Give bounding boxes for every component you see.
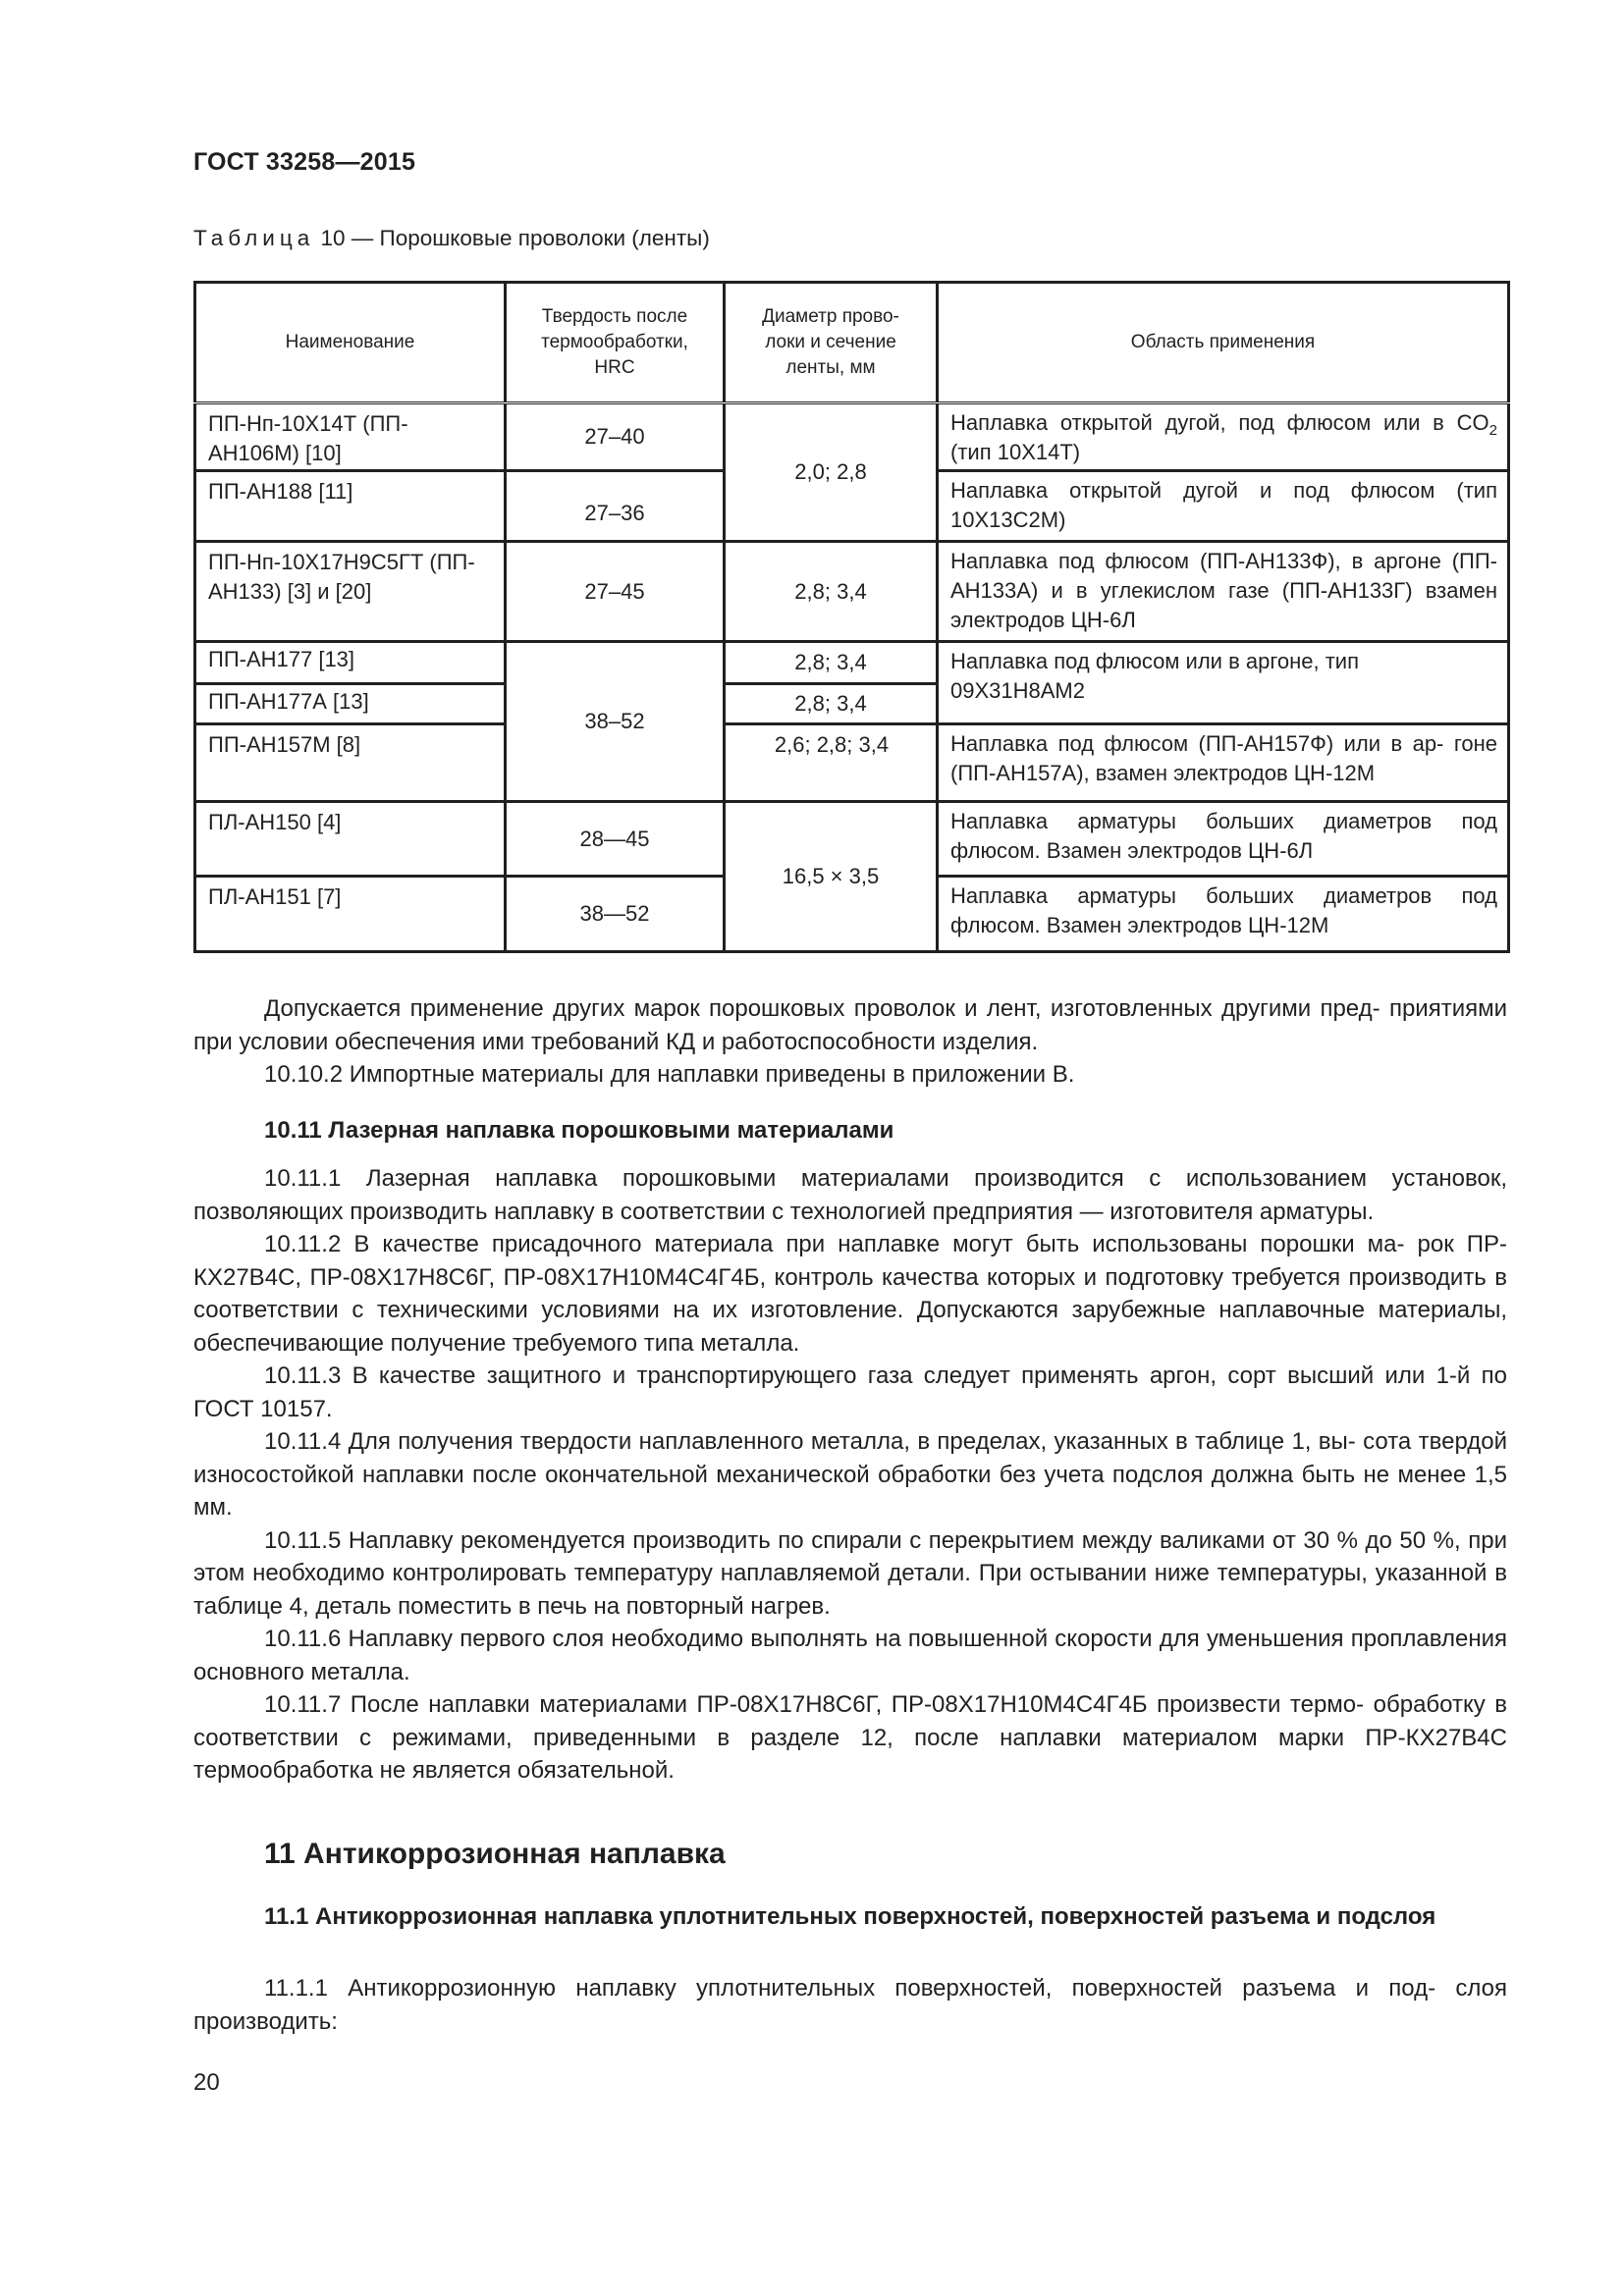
column-header-hardness: Твердость после термообработки, HRC bbox=[506, 283, 725, 403]
paragraph-10-11-7: 10.11.7 После наплавки материалами ПР-08Х17Н8С6Г, ПР-08Х17Н10М4С4Г4Б произвести термо- обработку в соответствии с режимами, приведенными в разделе 12, после наплавки материалом марки ПР-КХ27В4С термообработка не является обязательной. bbox=[193, 1691, 1507, 1784]
paragraph-10-11-4: 10.11.4 Для получения твердости наплавленного металла, в пределах, указанных в таблице 1, вы- сота твердой износостойкой наплавки после окончательной механической обработки без учета подслоя должна быть не менее 1,5 мм. bbox=[193, 1428, 1507, 1521]
column-header-name: Наименование bbox=[195, 283, 506, 403]
cell-application: Наплавка открытой дугой, под флюсом или в $CO_2$ (тип 10Х14Т) bbox=[938, 403, 1509, 471]
body-text-block-3 bbox=[193, 1972, 1507, 2038]
paragraph-10-11-3: 10.11.3 В качестве защитного и транспортирующего газа следует применять аргон, сорт высший или 1-й по ГОСТ 10157. bbox=[193, 1362, 1507, 1422]
cell-hardness: 27–45 bbox=[506, 542, 725, 642]
table-row bbox=[195, 724, 1509, 802]
column-header-diameter: Диаметр прово- локи и сечение ленты, мм bbox=[725, 283, 938, 403]
body-text-block-1 bbox=[193, 992, 1507, 1092]
powder-wire-table bbox=[193, 281, 1510, 953]
section-11-1-heading: 11.1 Антикоррозионная наплавка уплотнительных поверхностей, поверхностей разъема и подслоя bbox=[264, 1903, 1436, 1930]
cell-name: ПП-АН157М [8] bbox=[195, 724, 506, 802]
cell-name: ПП-АН188 [11] bbox=[195, 471, 506, 542]
cell-name: ПП-Нп-10Х14Т (ПП-АН106М) [10] bbox=[195, 403, 506, 471]
cell-application: Наплавка открытой дугой и под флюсом (тип 10Х13С2М) bbox=[938, 471, 1509, 542]
cell-name: ПЛ-АН151 [7] bbox=[195, 877, 506, 952]
paragraph-10-10-2: 10.10.2 Импортные материалы для наплавки приведены в приложении В. bbox=[264, 1061, 1075, 1088]
cell-hardness: 27–36 bbox=[506, 471, 725, 542]
cell-hardness: 27–40 bbox=[506, 403, 725, 471]
table-row bbox=[195, 542, 1509, 642]
paragraph-10-11-1: 10.11.1 Лазерная наплавка порошковыми материалами производится с использованием установок, позволяющих производить наплавку в соответствии с технологией предприятия — изготовителя арматуры. bbox=[193, 1165, 1507, 1225]
paragraph-10-11-6: 10.11.6 Наплавку первого слоя необходимо выполнять на повышенной скорости для уменьшения проплавления основного металла. bbox=[193, 1626, 1507, 1685]
body-text-block-2 bbox=[193, 1162, 1507, 1788]
cell-diameter: 2,8; 3,4 bbox=[725, 684, 938, 724]
cell-diameter: 16,5 × 3,5 bbox=[725, 802, 938, 952]
cell-diameter: 2,6; 2,8; 3,4 bbox=[725, 724, 938, 802]
cell-application: Наплавка под флюсом или в аргоне, тип 09Х31Н8АМ2 bbox=[938, 642, 1509, 724]
cell-application: Наплавка под флюсом (ПП-АН133Ф), в аргоне (ПП-АН133А) и в углекислом газе (ПП-АН133Г) взамен электродов ЦН-6Л bbox=[938, 542, 1509, 642]
cell-hardness: 28—45 bbox=[506, 802, 725, 877]
cell-diameter: 2,8; 3,4 bbox=[725, 642, 938, 684]
cell-hardness: 38–52 bbox=[506, 642, 725, 802]
page-number: 20 bbox=[193, 2069, 220, 2096]
cell-name: ПЛ-АН150 [4] bbox=[195, 802, 506, 877]
cell-application: Наплавка арматуры больших диаметров под флюсом. Взамен электродов ЦН-12М bbox=[938, 877, 1509, 952]
cell-name: ПП-АН177А [13] bbox=[195, 684, 506, 724]
table-row bbox=[195, 403, 1509, 471]
cell-name: ПП-АН177 [13] bbox=[195, 642, 506, 684]
table-row bbox=[195, 802, 1509, 877]
cell-name: ПП-Нп-10Х17Н9С5ГТ (ПП-АН133) [3] и [20] bbox=[195, 542, 506, 642]
column-header-application: Область применения bbox=[938, 283, 1509, 403]
paragraph-10-11-2: 10.11.2 В качестве присадочного материала при наплавке могут быть использованы порошки ма- рок ПР-КХ27В4С, ПР-08Х17Н8С6Г, ПР-08Х17Н10М4С4Г4Б, контроль качества которых и подготовку требуется производить в соответствии с техническими условиями на их изготовление. Допускаются зарубежные наплавочные материалы, обеспечивающие получение требуемого типа металла. bbox=[193, 1231, 1507, 1357]
table-caption-prefix: Таблица bbox=[193, 226, 315, 250]
table-caption-number: 10 bbox=[320, 226, 346, 250]
cell-application: Наплавка под флюсом (ПП-АН157Ф) или в ар- гоне (ПП-АН157А), взамен электродов ЦН-12М bbox=[938, 724, 1509, 802]
section-11-heading: 11 Антикоррозионная наплавка bbox=[264, 1838, 726, 1870]
paragraph-other-brands: Допускается применение других марок порошковых проволок и лент, изготовленных другими пред- приятиями при условии обеспечения ими требований КД и работоспособности изделия. bbox=[193, 995, 1507, 1055]
cell-hardness: 38—52 bbox=[506, 877, 725, 952]
paragraph-11-1-1: 11.1.1 Антикоррозионную наплавку уплотнительных поверхностей, поверхностей разъема и под- слоя производить: bbox=[193, 1975, 1507, 2035]
cell-application: Наплавка арматуры больших диаметров под флюсом. Взамен электродов ЦН-6Л bbox=[938, 802, 1509, 877]
section-10-11-heading: 10.11 Лазерная наплавка порошковыми материалами bbox=[264, 1117, 894, 1144]
cell-diameter: 2,8; 3,4 bbox=[725, 542, 938, 642]
table-row bbox=[195, 642, 1509, 684]
table-caption bbox=[193, 226, 710, 251]
document-title: ГОСТ 33258—2015 bbox=[193, 148, 416, 176]
table-caption-text: — Порошковые проволоки (ленты) bbox=[351, 226, 710, 250]
paragraph-10-11-5: 10.11.5 Наплавку рекомендуется производить по спирали с перекрытием между валиками от 30 % до 50 %, при этом необходимо контролировать температуру наплавляемой детали. При остывании ниже температуры, указанной в таблице 4, деталь поместить в печь на повторный нагрев. bbox=[193, 1526, 1507, 1620]
cell-diameter: 2,0; 2,8 bbox=[725, 403, 938, 542]
